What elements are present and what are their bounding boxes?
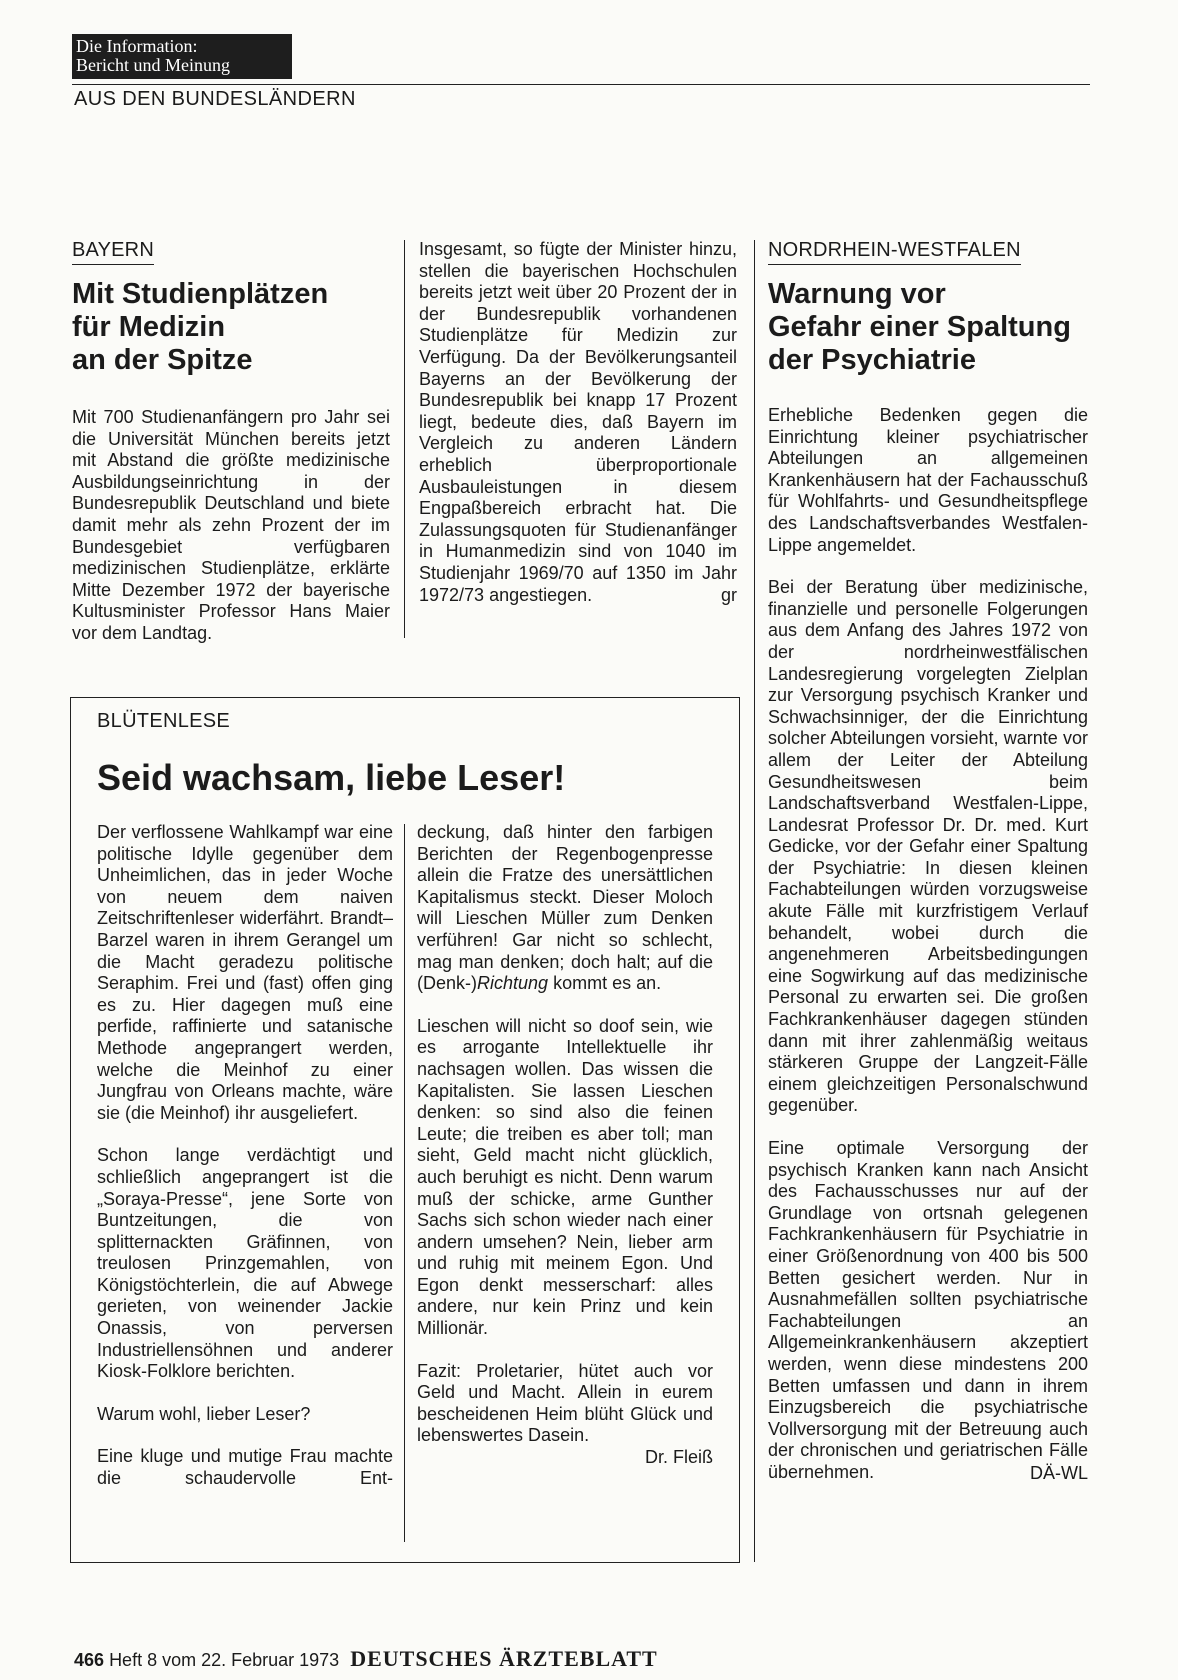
- rubric-tag-line2: Bericht und Meinung: [76, 55, 230, 75]
- bayern-col2: [419, 239, 737, 607]
- nrw-paragraph: Eine optimale Versorgung der psychisch Kranken kann nach Ansicht des Fachausschusses nur auf der Grundlage von ortsnah gelegenen Fachkrankenhäusern für Psychiatrie in einer Größenordnung von 400 bis 500 Betten gesichert werden. Nur in Ausnahmefällen sollten psychiatrische Fachabteilungen an Allgemeinkrankenhäusern akzeptiert werden, wenn diese mindestens 200 Betten umfassen und dann in ihrem Einzugsbereich die psychiatrische Vollversorgung mit der Betreuung auch der chronischen und geriatrischen Fälle übernehmen.: [768, 1138, 1088, 1482]
- blutenlese-paragraph: Lieschen will nicht so doof sein, wie es arrogante Intellektuelle ihr nachsagen wollen. Das wissen die Kapitalisten. Sie lassen Lieschen denken: so sind also die feinen Leute; die treiben es aber toll; man sieht, Geld macht nicht glücklich, auch beruhigt es nicht. Denn warum muß der schicke, arme Gunther Sachs sich schon wieder nach einer andern umsehen? Nein, lieber arm und ruhig mit meinem Egon. Und Egon denkt messerscharf: alles andere, nur kein Prinz und kein Millionär.: [417, 1015, 713, 1339]
- bayern-headline-line: an der Spitze: [72, 344, 253, 376]
- bayern-headline: [72, 278, 390, 377]
- bayern-headline-line: Mit Studienplätzen: [72, 278, 329, 310]
- text-run: deckung, daß hinter den farbigen Berichten der Regenbogenpresse allein die Fratze des unersättlichen Kapitalismus steckt. Dieser Moloch will Lieschen Müller zum Denken verführen! Gar nicht so schlecht, mag man denken; doch halt; auf die (Denk-): [417, 822, 713, 994]
- blutenlese-paragraph: Fazit: Proletarier, hütet auch vor Geld und Macht. Allein in eurem bescheidenen Heim blüht Glück und lebenswertes Dasein.: [417, 1360, 713, 1446]
- blutenlese-box: [70, 697, 740, 1563]
- nrw-kicker: NORDRHEIN-WESTFALEN: [768, 239, 1021, 265]
- nrw-article: [768, 239, 1088, 1484]
- nrw-paragraph: Bei der Beratung über medizinische, finanzielle und personelle Folgerungen aus dem Anfang des Jahres 1972 von der nordrheinwestfälischen Landesregierung vorgelegten Zielplan zur Versorgung psychisch Kranker und Schwachsinniger, der die Einrichtung solcher Abteilungen vorsieht, warnte vor allem der Leiter der Abteilung Gesundheitswesen beim Landschaftsverband Westfalen-Lippe, Landesrat Professor Dr. Dr. med. Kurt Gedicke, vor der Gefahr einer Spaltung der Psychiatrie: In diesen kleinen Fachabteilungen würden vorzugsweise akute Fälle mit kurzfristigem Verlauf behandelt, wobei durch die angenehmeren Arbeitsbedingungen eine Sogwirkung auf das medizinische Personal zu erwarten sei. Die großen Fachkrankenhäuser dagegen stünden dann mit ihrer zahlenmäßig weitaus stärkeren Gruppe der Langzeit-Fälle einem gleichzeitigen Personalschwund gegenüber.: [768, 577, 1088, 1116]
- blutenlese-paragraph: Eine kluge und mutige Frau machte die schaudervolle Ent-: [97, 1446, 393, 1489]
- blutenlese-headline: Seid wachsam, liebe Leser!: [97, 757, 566, 798]
- rubric-tag: [72, 34, 292, 79]
- column-divider: [404, 240, 405, 638]
- nrw-headline-line: der Psychiatrie: [768, 344, 976, 376]
- header-rule: [72, 84, 1090, 85]
- blutenlese-col2: [417, 822, 713, 1469]
- bayern-col2-text: Insgesamt, so fügte der Minister hinzu, stellen die bayerischen Hochschulen bereits jetzt weit über 20 Prozent der in der Bundesrepublik vorhandenen Studienplätze für Medizin zur Verfügung. Da der Bevölkerungsanteil Bayerns an der Bevölkerung der Bundesrepublik bei knapp 17 Prozent liegt, bedeute dies, daß Bayern im Vergleich zu anderen Ländern erheblich überproportionale Ausbauleistungen in diesem Engpaßbereich erbracht hat. Die Zulassungsquoten für Studienanfänger in Humanmedizin sind von 1040 im Studienjahr 1969/70 auf 1350 im Jahr 1972/73 angestiegen.: [419, 239, 737, 605]
- page-number: 466: [74, 1650, 105, 1670]
- bayern-kicker: BAYERN: [72, 239, 154, 265]
- column-divider: [754, 240, 755, 1562]
- blutenlese-paragraph: Schon lange verdächtigt und schließlich angeprangert ist die „Soraya-Presse“, jene Sorte von Buntzeitungen, die von splitternackten Gräfinnen, von treulosen Prinzgemahlen, von Königstöchterlein, die auf Abwege gerieten, von weinender Jackie Onassis, von perversen Industriellensöhnen und anderer Kiosk-Folklore berichten.: [97, 1145, 393, 1382]
- nrw-headline-line: Warnung vor: [768, 278, 946, 310]
- section-title: AUS DEN BUNDESLÄNDERN: [74, 88, 356, 110]
- nrw-headline: [768, 278, 1088, 377]
- blutenlese-paragraph: [417, 822, 713, 995]
- blutenlese-paragraph: Warum wohl, lieber Leser?: [97, 1403, 311, 1424]
- bayern-headline-line: für Medizin: [72, 311, 226, 343]
- text-run: kommt es an.: [548, 973, 662, 994]
- magazine-title: DEUTSCHES ÄRZTEBLATT: [350, 1646, 658, 1671]
- issue-info: Heft 8 vom 22. Februar 1973: [109, 1650, 340, 1670]
- nrw-headline-line: Gefahr einer Spaltung: [768, 311, 1071, 343]
- blutenlese-kicker: BLÜTENLESE: [97, 710, 231, 732]
- bayern-col1-text: Mit 700 Studienanfängern pro Jahr sei die Universität München bereits jetzt mit Abstand die größte medizinische Ausbildungseinrichtung in der Bundesrepublik Deutschland und biete damit mehr als zehn Prozent der im Bundesgebiet verfügbaren medizinischen Studienplätze, erklärte Mitte Dezember 1972 der bayerische Kultusminister Professor Hans Maier vor dem Landtag.: [72, 407, 390, 643]
- italic-word: Richtung: [477, 973, 549, 994]
- blutenlese-col1: [97, 822, 393, 1490]
- page-footer: [74, 1646, 658, 1672]
- blutenlese-signature: Dr. Fleiß: [644, 1447, 713, 1468]
- blutenlese-paragraph: Der verflossene Wahlkampf war eine politische Idylle gegenüber dem Unheimlichen, das in jeder Woche von neuem dem naiven Zeitschriftenleser widerfährt. Brandt–Barzel waren in ihrem Gerangel um die Macht geradezu politische Seraphim. Frei und (fast) offen ging es zu. Hier dagegen muß eine perfide, raffinierte und satanische Methode angeprangert werden, welche die Meinhof zu einer Jungfrau von Orleans machte, wäre sie (die Meinhof) ihr ausgeliefert.: [97, 822, 393, 1123]
- rubric-tag-line1: Die Information:: [76, 36, 198, 56]
- nrw-signature: DÄ-WL: [1030, 1462, 1088, 1483]
- nrw-body: [768, 405, 1088, 1484]
- bayern-signature: gr: [720, 585, 737, 606]
- nrw-paragraph: Erhebliche Bedenken gegen die Einrichtung kleiner psychiatrischer Abteilungen an allgemeinen Krankenhäusern hat der Fachausschuß für Wohlfahrts- und Gesundheitspflege des Landschaftsverbandes Westfalen-Lippe angemeldet.: [768, 405, 1088, 555]
- box-column-divider: [404, 824, 405, 1542]
- bayern-article: [72, 239, 390, 645]
